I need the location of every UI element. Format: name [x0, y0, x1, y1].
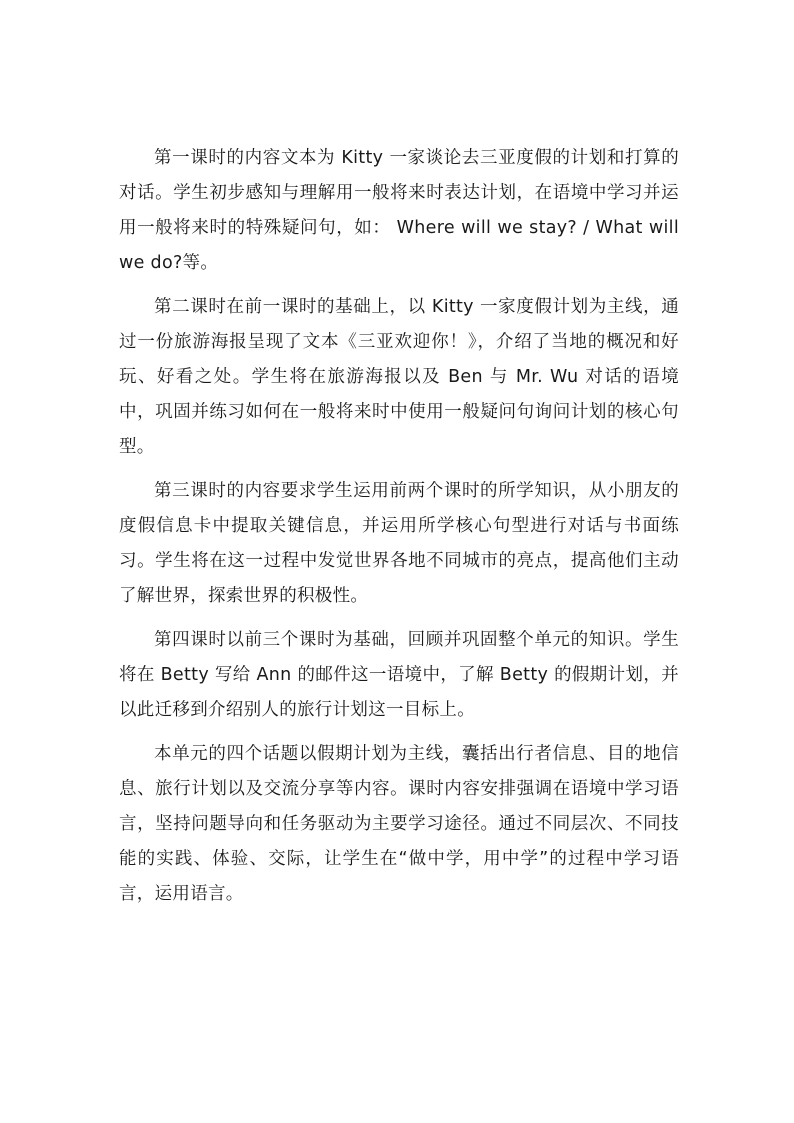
document-body — [119, 141, 679, 921]
paragraph-lesson-4: 第四课时以前三个课时为基础，回顾并巩固整个单元的知识。学生将在 Betty 写给 Ann 的邮件这一语境中，了解 Betty 的假期计划，并以此迁移到介绍别人的旅行计划这一目标上。 — [119, 630, 679, 720]
paragraph-lesson-3: 第三课时的内容要求学生运用前两个课时的所学知识，从小朋友的度假信息卡中提取关键信息，并运用所学核心句型进行对话与书面练习。学生将在这一过程中发觉世界各地不同城市的亮点，提高他们主动了解世界，探索世界的积极性。 — [119, 481, 679, 606]
paragraph-lesson-1: 第一课时的内容文本为 Kitty 一家谈论去三亚度假的计划和打算的对话。学生初步感知与理解用一般将来时表达计划，在语境中学习并运用一般将来时的特殊疑问句，如： Where will we stay? / What will we do?等。 — [119, 148, 679, 273]
paragraph-unit-summary: 本单元的四个话题以假期计划为主线，囊括出行者信息、目的地信息、旅行计划以及交流分享等内容。课时内容安排强调在语境中学习语言，坚持问题导向和任务驱动为主要学习途径。通过不同层次、不同技能的实践、体验、交际，让学生在“做中学，用中学”的过程中学习语言，运用语言。 — [119, 744, 679, 904]
paragraph-lesson-2: 第二课时在前一课时的基础上，以 Kitty 一家度假计划为主线，通过一份旅游海报呈现了文本《三亚欢迎你！》，介绍了当地的概况和好玩、好看之处。学生将在旅游海报以及 Ben 与 Mr. Wu 对话的语境中，巩固并练习如何在一般将来时中使用一般疑问句询问计划的核心句型。 — [119, 297, 679, 457]
